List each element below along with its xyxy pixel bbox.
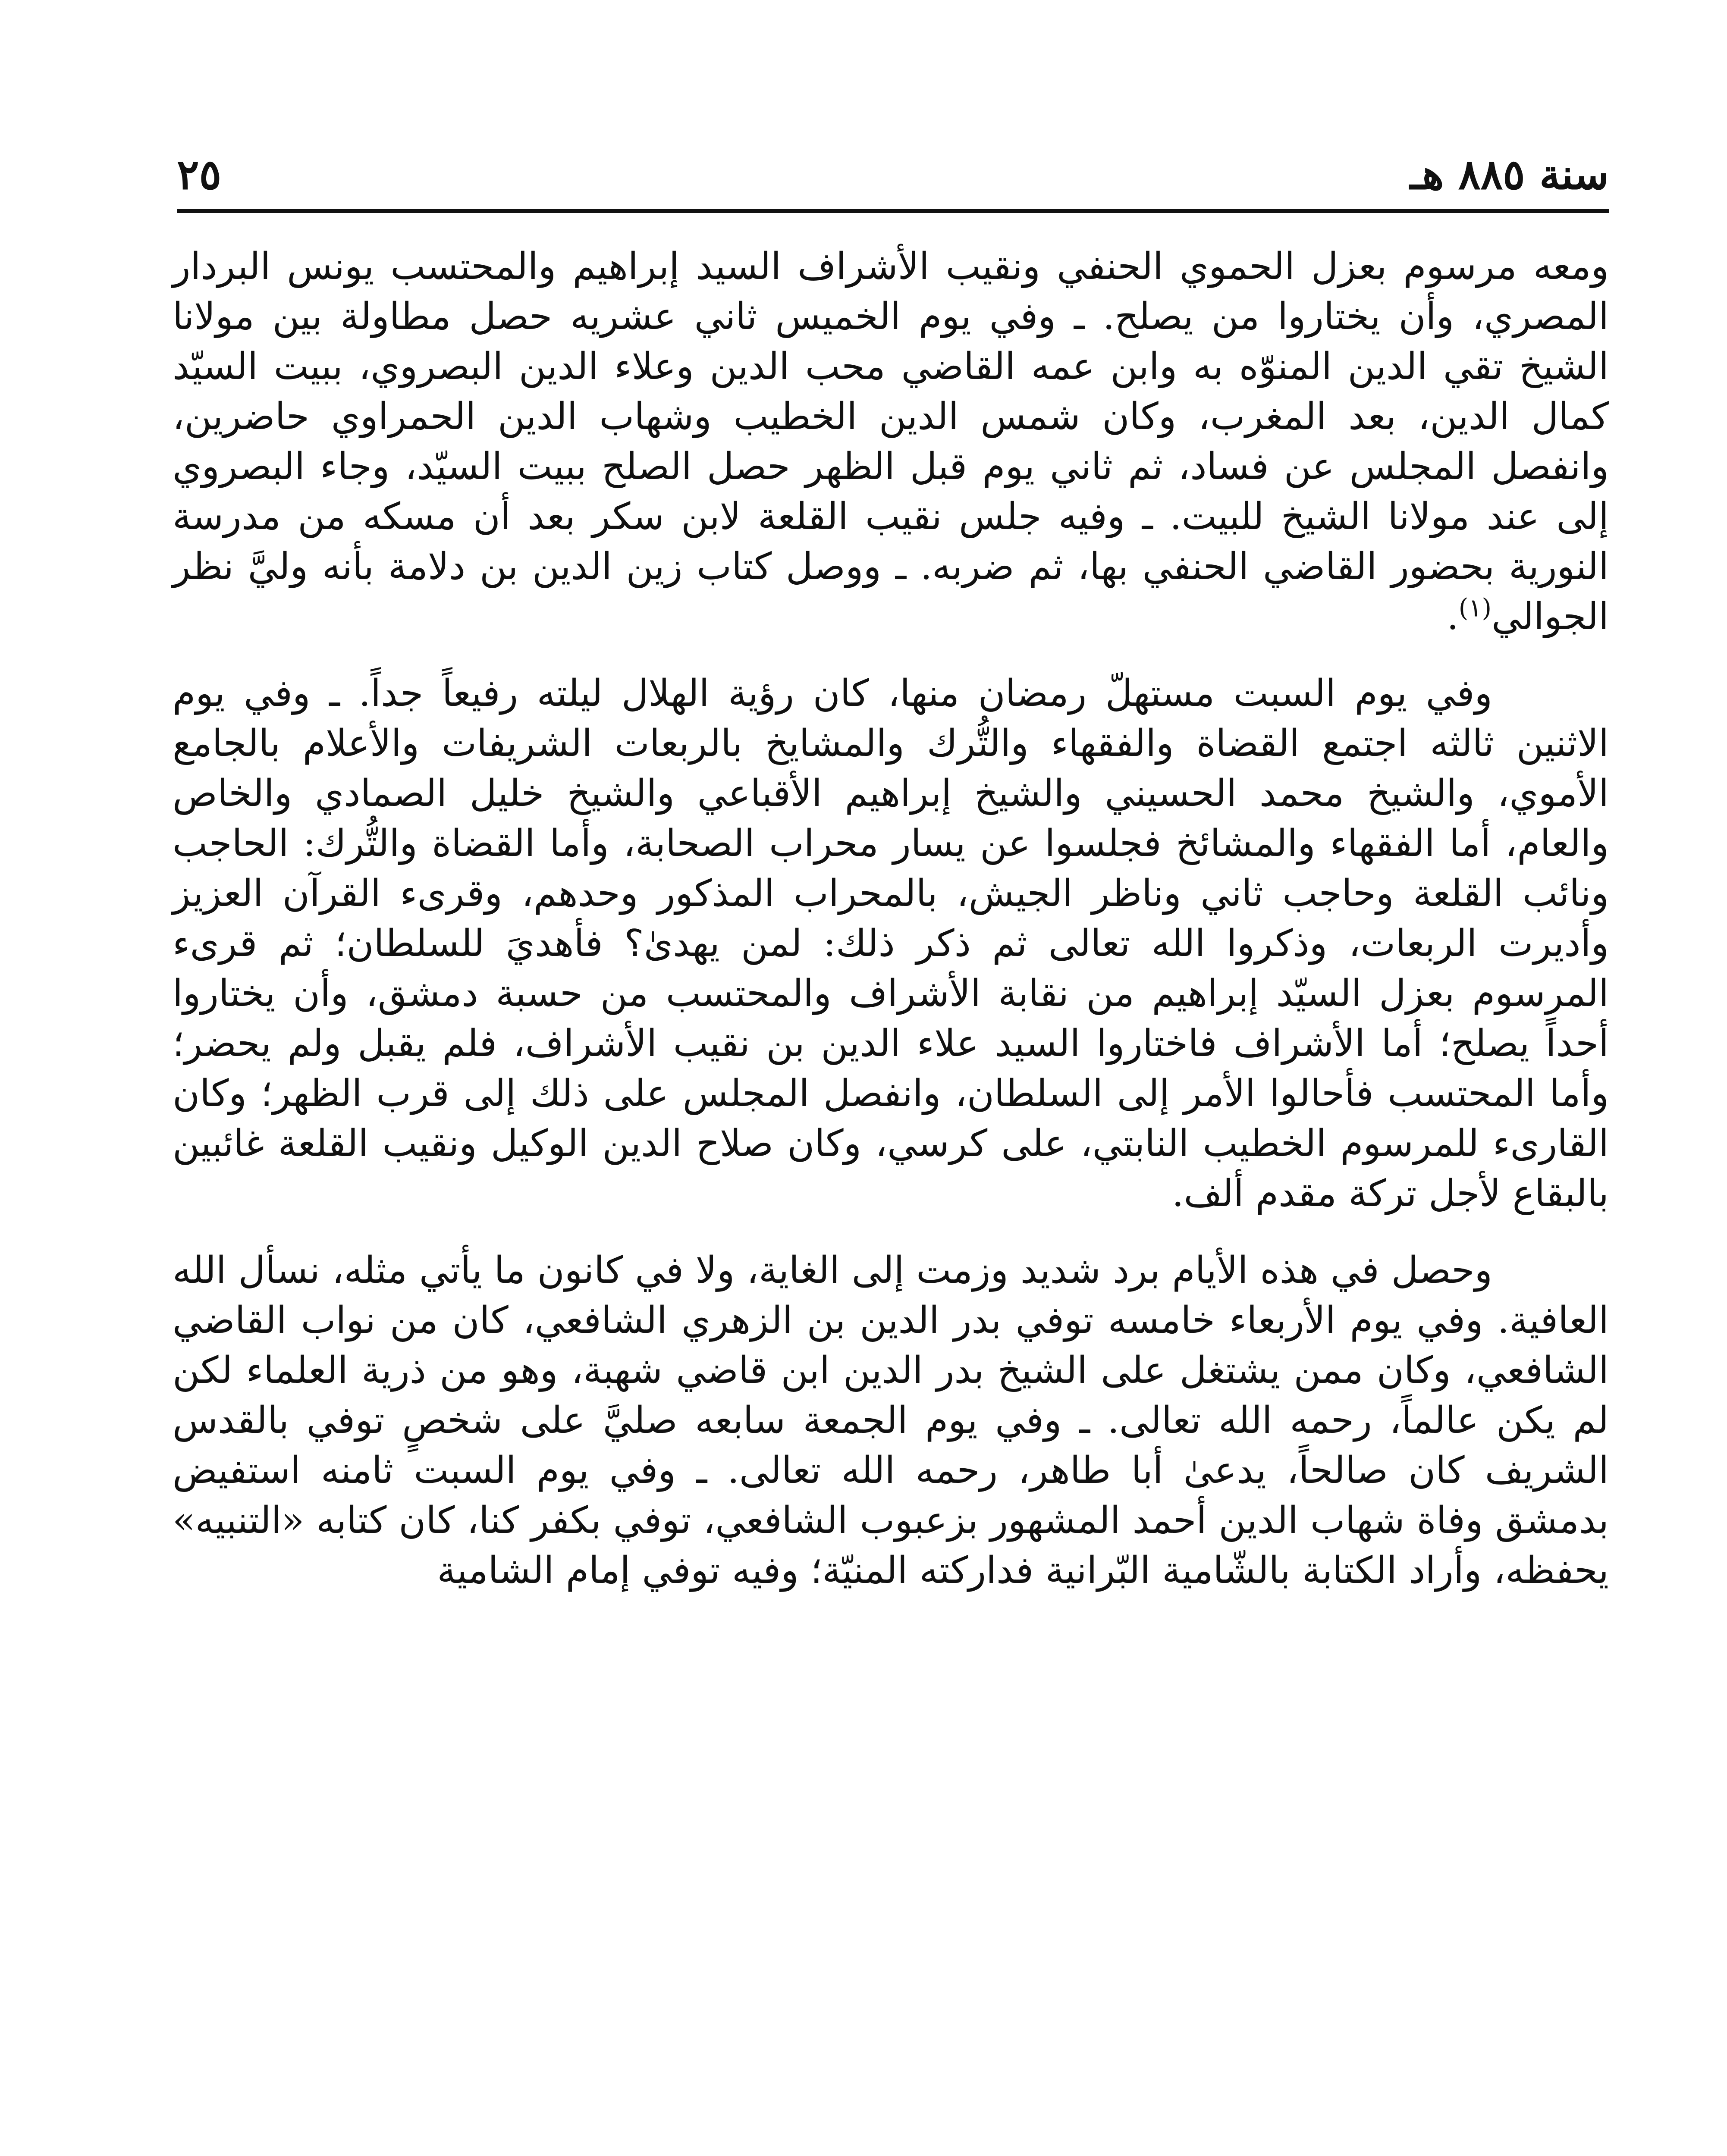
page-number: ٢٥ (177, 150, 222, 199)
running-title: سنة ٨٨٥ هـ (1410, 150, 1609, 199)
main-text (173, 241, 1609, 1622)
paragraph-1-end: . (1447, 595, 1459, 638)
paragraph-1 (173, 241, 1609, 642)
paragraph-1-text: ومعه مرسوم بعزل الحموي الحنفي ونقيب الأشراف السيد إبراهيم والمحتسب يونس البردار المصري، وأن يختاروا من يصلح. ـ وفي يوم الخميس ثاني عشريه حصل مطاولة بين مولانا الشيخ تقي الدين المنوّه به وابن عمه القاضي محب الدين وعلاء الدين البصروي، ببيت السيّد كمال الدين، بعد المغرب، وكان شمس الدين الخطيب وشهاب الدين الحمراوي حاضرين، وانفصل المجلس عن فساد، ثم ثاني يوم قبل الظهر حصل الصلح ببيت السيّد، وجاء البصروي إلى عند مولانا الشيخ للبيت. ـ وفيه جلس نقيب القلعة لابن سكر بعد أن مسكه من مدرسة النورية بحضور القاضي الحنفي بها، ثم ضربه. ـ ووصل كتاب زين الدين بن دلامة بأنه وليَّ نظر الجوالي (173, 245, 1609, 638)
page-header (177, 142, 1609, 207)
footnote-reference: (١) (1458, 593, 1492, 623)
paragraph-2: وفي يوم السبت مستهلّ رمضان منها، كان رؤية الهلال ليلته رفيعاً جداً. ـ وفي يوم الاثنين ثالثه اجتمع القضاة والفقهاء والتُّرك والمشايخ بالربعات الشريفات والأعلام بالجامع الأموي، والشيخ محمد الحسيني والشيخ إبراهيم الأقباعي والشيخ خليل الصمادي والخاص والعام، أما الفقهاء والمشائخ فجلسوا عن يسار محراب الصحابة، وأما القضاة والتُّرك: الحاجب ونائب القلعة وحاجب ثاني وناظر الجيش، بالمحراب المذكور وحدهم، وقرىء القرآن العزيز وأديرت الربعات، وذكروا الله تعالى ثم ذكر ذلك: لمن يهدىٰ؟ فأهديَ للسلطان؛ ثم قرىء المرسوم بعزل السيّد إبراهيم من نقابة الأشراف والمحتسب من حسبة دمشق، وأن يختاروا أحداً يصلح؛ أما الأشراف فاختاروا السيد علاء الدين بن نقيب الأشراف، فلم يقبل ولم يحضر؛ وأما المحتسب فأحالوا الأمر إلى السلطان، وانفصل المجلس على ذلك إلى قرب الظهر؛ وكان القارىء للمرسوم الخطيب النابتي، على كرسي، وكان صلاح الدين الوكيل ونقيب القلعة غائبين بالبقاع لأجل تركة مقدم ألف. (173, 672, 1609, 1215)
paragraph-3: وحصل في هذه الأيام برد شديد وزمت إلى الغاية، ولا في كانون ما يأتي مثله، نسأل الله العافية. وفي يوم الأربعاء خامسه توفي بدر الدين بن الزهري الشافعي، كان من نواب القاضي الشافعي، وكان ممن يشتغل على الشيخ بدر الدين ابن قاضي شهبة، وهو من ذرية العلماء لكن لم يكن عالماً، رحمه الله تعالى. ـ وفي يوم الجمعة سابعه صليَّ على شخصٍ توفي بالقدس الشريف كان صالحاً، يدعىٰ أبا طاهر، رحمه الله تعالى. ـ وفي يوم السبت ثامنه استفيض بدمشق وفاة شهاب الدين أحمد المشهور بزعبوب الشافعي، توفي بكفر كنا، كان كتابه «التنبيه» يحفظه، وأراد الكتابة بالشّامية البّرانية فداركته المنيّة؛ وفيه توفي إمام الشامية (173, 1249, 1609, 1592)
header-rule (177, 209, 1609, 213)
